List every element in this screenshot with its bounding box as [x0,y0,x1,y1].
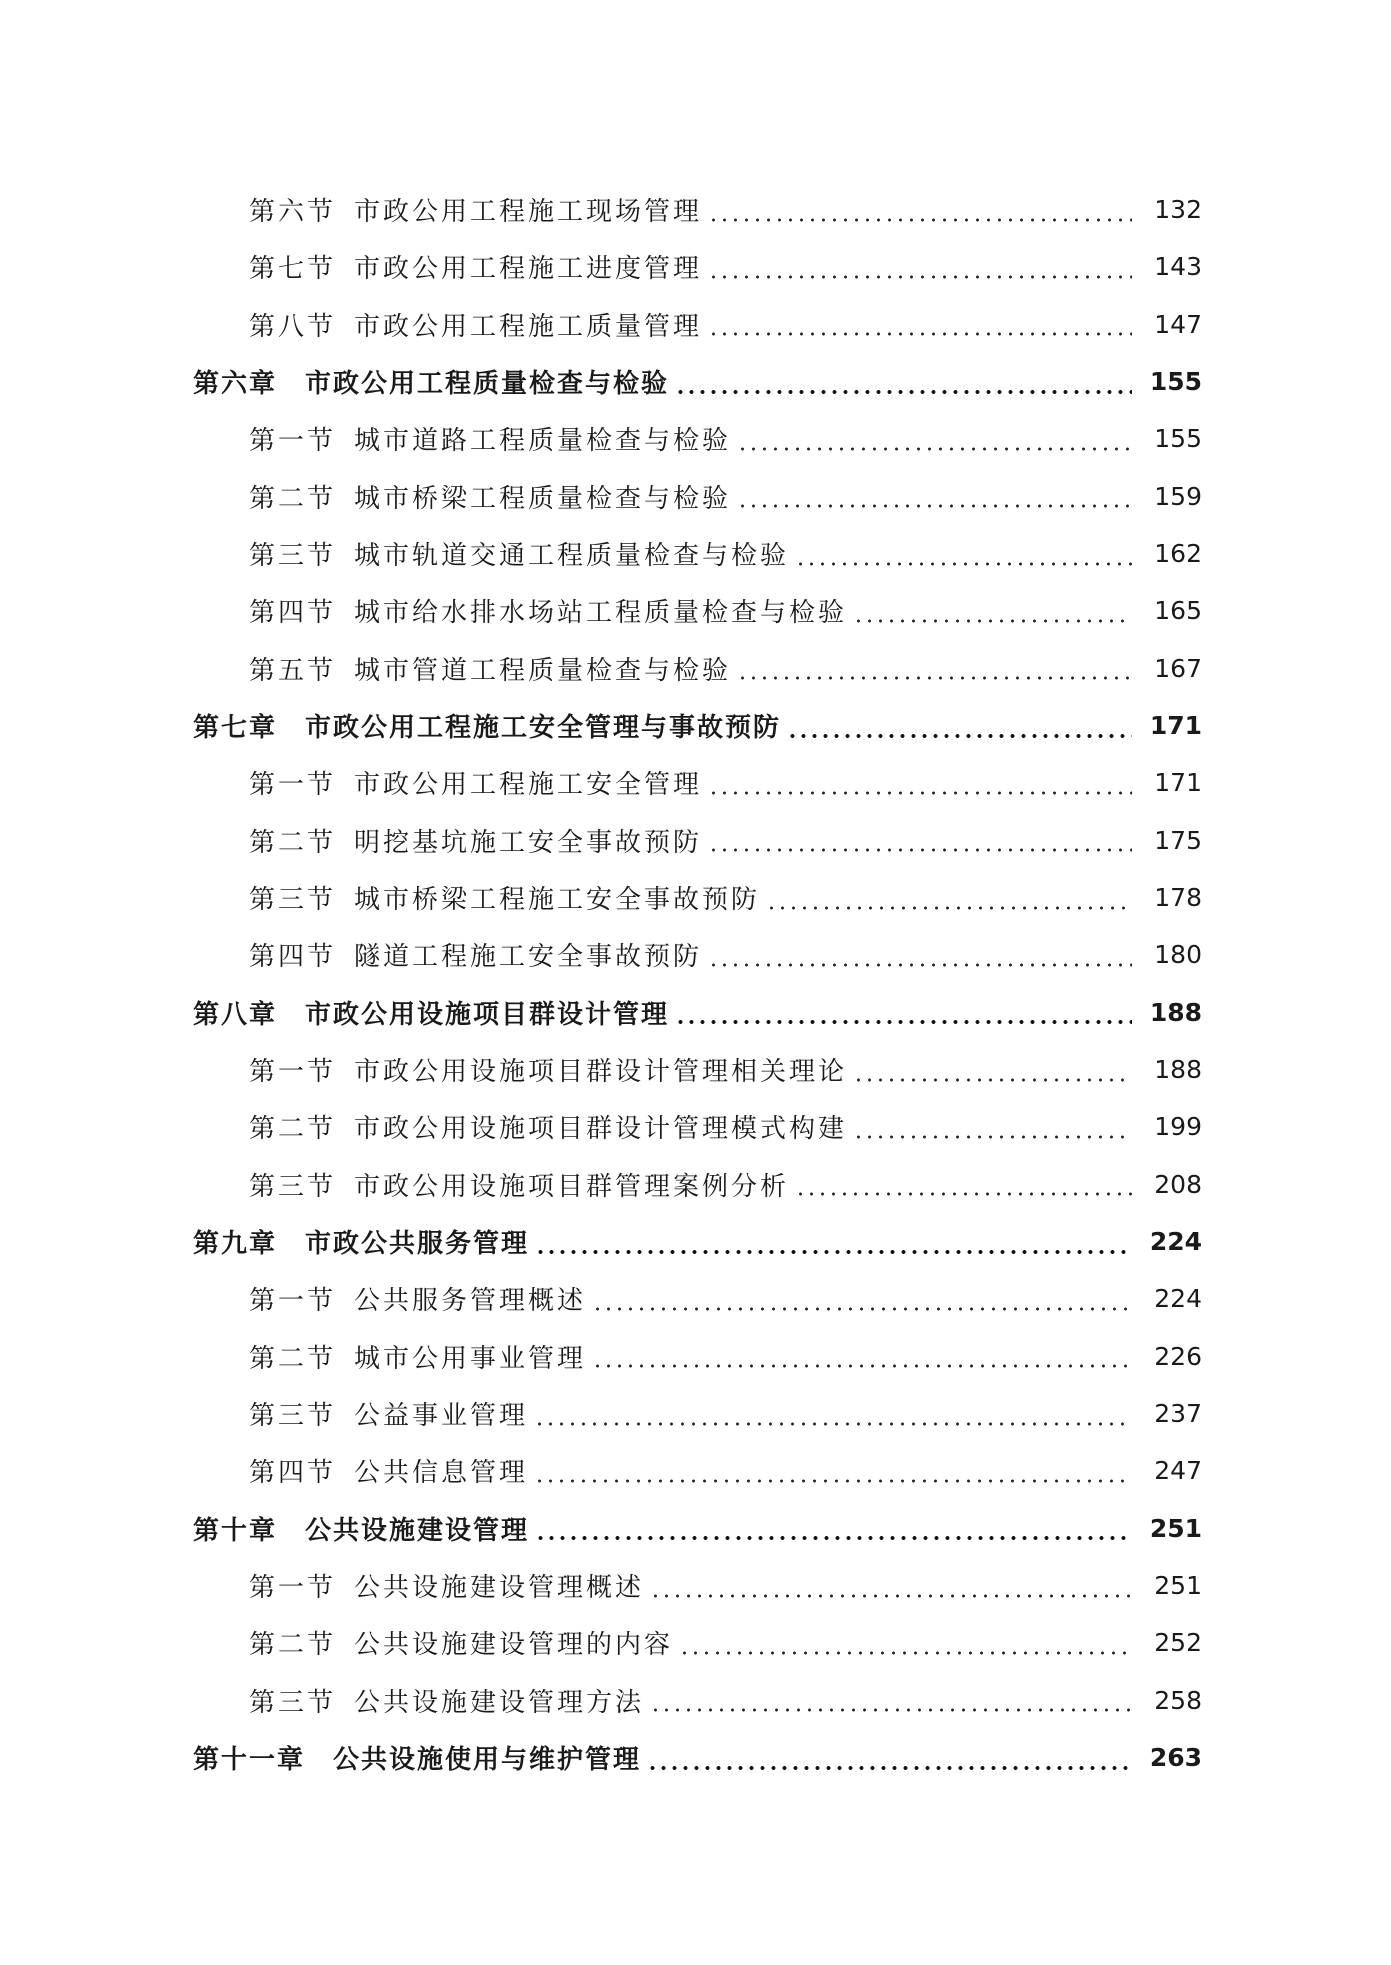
section-number: 第二节 [249,1630,337,1661]
dot-leader [650,1557,1132,1614]
entry-heading [249,936,702,973]
dot-leader-dots [853,1135,1132,1139]
dot-leader-dots [679,1651,1132,1655]
toc-section-entry [0,1672,1391,1729]
page-number: 224 [1149,1227,1202,1257]
entry-heading [249,1280,586,1317]
section-title: 明挖基坑施工安全事故预防 [354,827,703,858]
dot-leader [647,1729,1132,1786]
chapter-number: 第十一章 [193,1745,306,1776]
section-number: 第八节 [249,311,337,342]
page-number: 252 [1154,1628,1202,1658]
dot-leader [534,1442,1132,1499]
chapter-title: 市政公共服务管理 [305,1229,530,1260]
toc-section-entry [0,1385,1391,1442]
section-title: 城市桥梁工程质量检查与检验 [354,483,732,514]
page-number: 263 [1149,1743,1202,1773]
section-title: 市政公用工程施工质量管理 [354,311,703,342]
entry-heading [193,1510,529,1547]
section-title: 市政公用工程施工现场管理 [354,197,703,228]
section-title: 公益事业管理 [354,1401,529,1432]
toc-section-entry [0,1270,1391,1327]
toc-section-entry [0,754,1391,811]
dot-leader [708,238,1132,295]
section-title: 城市给水排水场站工程质量检查与检验 [354,598,848,629]
dot-leader [853,582,1132,639]
page-number: 167 [1154,653,1202,683]
dot-leader [535,1213,1132,1270]
page-number: 226 [1154,1341,1202,1371]
dot-leader-dots [853,619,1132,623]
chapter-title: 市政公用工程质量检查与检验 [305,369,670,400]
dot-leader-dots [795,562,1132,566]
entry-heading [249,764,702,801]
page-number: 247 [1154,1456,1202,1486]
section-title: 市政公用工程施工安全管理 [354,770,703,801]
section-title: 城市轨道交通工程质量检查与检验 [354,541,790,572]
page-number: 199 [1154,1112,1202,1142]
entry-heading [249,535,789,572]
toc-chapter-entry [0,353,1391,410]
page-number: 162 [1154,539,1202,569]
dot-leader [787,697,1132,754]
entry-heading [193,1739,641,1776]
section-title: 市政公用设施项目群管理案例分析 [354,1171,790,1202]
chapter-title: 市政公用工程施工安全管理与事故预防 [305,713,782,744]
page-number: 180 [1154,940,1202,970]
entry-heading [249,420,731,457]
dot-leader [675,984,1132,1041]
dot-leader-dots [647,1766,1132,1770]
section-number: 第一节 [249,770,337,801]
dot-leader-dots [535,1536,1132,1540]
chapter-number: 第九章 [193,1229,278,1260]
section-title: 市政公用设施项目群设计管理相关理论 [354,1057,848,1088]
dot-leader [737,640,1132,697]
section-number: 第一节 [249,1057,337,1088]
section-number: 第一节 [249,1286,337,1317]
toc-section-entry [0,640,1391,697]
dot-leader [795,1156,1132,1213]
toc-section-entry [0,1156,1391,1213]
section-title: 城市桥梁工程施工安全事故预防 [354,885,761,916]
dot-leader [650,1672,1132,1729]
section-title: 城市公用事业管理 [354,1343,587,1374]
page-number: 188 [1154,1055,1202,1085]
entry-heading [249,822,702,859]
page-number: 237 [1154,1399,1202,1429]
section-number: 第五节 [249,655,337,686]
entry-heading [249,592,847,629]
dot-leader-dots [853,1078,1132,1082]
entry-heading [249,478,731,515]
dot-leader [737,468,1132,525]
entry-heading [193,707,781,744]
dot-leader-dots [708,791,1132,795]
dot-leader-dots [766,906,1132,910]
dot-leader [679,1614,1132,1671]
toc-section-entry [0,525,1391,582]
dot-leader [737,410,1132,467]
section-title: 市政公用设施项目群设计管理模式构建 [354,1114,848,1145]
toc-section-entry [0,1614,1391,1671]
section-number: 第七节 [249,254,337,285]
dot-leader-dots [787,734,1132,738]
toc-section-entry [0,296,1391,353]
section-number: 第三节 [249,1171,337,1202]
page-number: 175 [1154,825,1202,855]
entry-heading [249,1452,528,1489]
toc-section-entry [0,468,1391,525]
entry-heading [249,1567,644,1604]
dot-leader [675,353,1132,410]
section-number: 第二节 [249,827,337,858]
dot-leader-dots [737,447,1132,451]
dot-leader [795,525,1132,582]
toc-chapter-entry [0,1213,1391,1270]
chapter-number: 第十章 [193,1515,278,1546]
page-number: 251 [1154,1571,1202,1601]
section-number: 第四节 [249,942,337,973]
page-number: 132 [1154,195,1202,225]
toc-chapter-entry [0,984,1391,1041]
toc-chapter-entry [0,1500,1391,1557]
page-number: 178 [1154,883,1202,913]
dot-leader [853,1041,1132,1098]
section-number: 第一节 [249,426,337,457]
section-number: 第三节 [249,1401,337,1432]
chapter-title: 公共设施建设管理 [305,1515,530,1546]
entry-heading [193,994,669,1031]
section-number: 第六节 [249,197,337,228]
section-number: 第二节 [249,483,337,514]
dot-leader-dots [737,504,1132,508]
toc-section-entry [0,181,1391,238]
toc-section-entry [0,1442,1391,1499]
chapter-number: 第八章 [193,999,278,1030]
entry-heading [249,1682,644,1719]
entry-heading [249,650,731,687]
toc-section-entry [0,1328,1391,1385]
dot-leader-dots [675,390,1132,394]
section-number: 第二节 [249,1343,337,1374]
chapter-number: 第七章 [193,713,278,744]
section-number: 第三节 [249,1687,337,1718]
chapter-title: 市政公用设施项目群设计管理 [305,999,670,1030]
section-number: 第三节 [249,885,337,916]
chapter-number: 第六章 [193,369,278,400]
toc-section-entry [0,1098,1391,1155]
entry-heading [249,191,702,228]
dot-leader-dots [708,963,1132,967]
page-number: 258 [1154,1685,1202,1715]
entry-heading [249,879,760,916]
page-number: 224 [1154,1284,1202,1314]
dot-leader [853,1098,1132,1155]
section-title: 公共设施建设管理方法 [354,1687,645,1718]
entry-heading [193,1223,529,1260]
toc-section-entry [0,238,1391,295]
toc-section-entry [0,926,1391,983]
section-title: 市政公用工程施工进度管理 [354,254,703,285]
dot-leader [592,1270,1132,1327]
page-number: 155 [1154,424,1202,454]
entry-heading [249,248,702,285]
dot-leader-dots [708,275,1132,279]
dot-leader [708,754,1132,811]
dot-leader-dots [708,218,1132,222]
toc-section-entry [0,869,1391,926]
section-number: 第二节 [249,1114,337,1145]
dot-leader-dots [708,848,1132,852]
toc-section-entry [0,1041,1391,1098]
page-number: 165 [1154,596,1202,626]
dot-leader-dots [535,1250,1132,1254]
section-number: 第四节 [249,598,337,629]
entry-heading [249,1624,673,1661]
section-title: 公共设施建设管理的内容 [354,1630,674,1661]
dot-leader-dots [650,1708,1132,1712]
page-number: 188 [1149,997,1202,1027]
section-title: 公共设施建设管理概述 [354,1573,645,1604]
entry-heading [249,1166,789,1203]
page-number: 159 [1154,481,1202,511]
dot-leader-dots [650,1594,1132,1598]
toc-section-entry [0,1557,1391,1614]
section-title: 隧道工程施工安全事故预防 [354,942,703,973]
dot-leader-dots [708,332,1132,336]
page-number: 143 [1154,252,1202,282]
section-title: 公共信息管理 [354,1458,529,1489]
dot-leader-dots [737,676,1132,680]
entry-heading [249,306,702,343]
dot-leader-dots [592,1364,1132,1368]
dot-leader [708,181,1132,238]
dot-leader [708,812,1132,869]
section-title: 城市管道工程质量检查与检验 [354,655,732,686]
entry-heading [249,1338,586,1375]
chapter-title: 公共设施使用与维护管理 [333,1745,642,1776]
section-number: 第三节 [249,541,337,572]
page-number: 171 [1154,768,1202,798]
toc-section-entry [0,582,1391,639]
table-of-contents [0,181,1391,1786]
dot-leader-dots [534,1479,1132,1483]
dot-leader [708,926,1132,983]
section-number: 第一节 [249,1573,337,1604]
dot-leader [766,869,1132,926]
dot-leader-dots [592,1307,1132,1311]
dot-leader [535,1500,1132,1557]
toc-chapter-entry [0,1729,1391,1786]
page-number: 208 [1154,1169,1202,1199]
section-title: 城市道路工程质量检查与检验 [354,426,732,457]
toc-section-entry [0,410,1391,467]
page-number: 147 [1154,309,1202,339]
entry-heading [249,1051,847,1088]
section-number: 第四节 [249,1458,337,1489]
dot-leader-dots [675,1020,1132,1024]
toc-section-entry [0,812,1391,869]
entry-heading [193,363,669,400]
entry-heading [249,1395,528,1432]
dot-leader [592,1328,1132,1385]
page-number: 155 [1149,367,1202,397]
dot-leader-dots [534,1422,1132,1426]
section-title: 公共服务管理概述 [354,1286,587,1317]
dot-leader [534,1385,1132,1442]
dot-leader-dots [795,1192,1132,1196]
toc-chapter-entry [0,697,1391,754]
page-number: 171 [1149,711,1202,741]
entry-heading [249,1108,847,1145]
page-number: 251 [1149,1513,1202,1543]
dot-leader [708,296,1132,353]
